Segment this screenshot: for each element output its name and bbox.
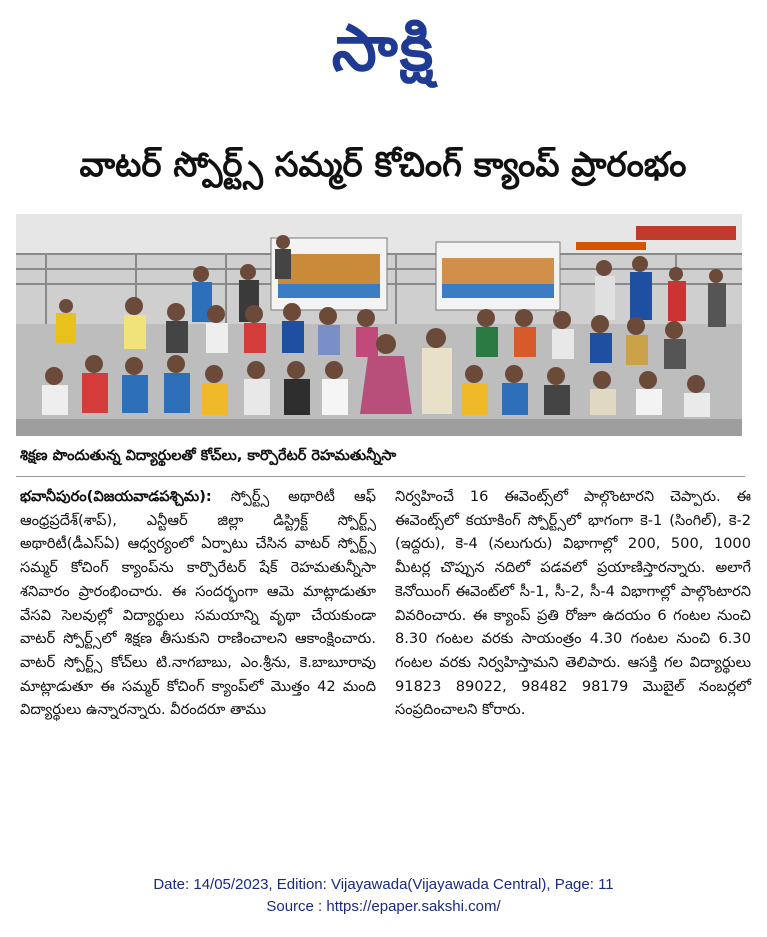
article-body-column-1	[20, 485, 376, 722]
article-photo	[16, 214, 742, 436]
source-line: Source : https://epaper.sakshi.com/	[266, 898, 501, 915]
article-dateline: భవానీపురం(విజయవాడపశ్చిమ):	[20, 488, 212, 505]
divider	[16, 476, 745, 477]
edition-line: Date: 14/05/2023, Edition: Vijayawada(Vijayawada Central), Page: 11	[153, 876, 614, 893]
article-body-column-2	[395, 485, 751, 722]
photo-caption: శిక్షణ పొందుతున్న విద్యార్థులతో కోచ్‌లు, కార్పొరేటర్ రెహమతున్నీసా	[20, 448, 397, 464]
article-headline: వాటర్ స్పోర్ట్స్ సమ్మర్ కోచింగ్ క్యాంప్ ప్రారంభం	[79, 145, 687, 185]
article-body-text-2: నిర్వహించే 16 ఈవెంట్స్‌లో పాల్గొంటారని చెప్పారు. ఈ ఈవెంట్స్‌లో కయాకింగ్ స్పోర్ట్స్‌లో భాగంగా కె-1 (సింగిల్), కె-2 (ఇద్దరు), కె-4 (నలుగురు) విభాగాల్లో 200, 500, 1000 మీటర్ల చొప్పున నదిలో పడవలో ప్రయాణిస్తారన్నారు. అలాగే కెనోయింగ్ ఈవెంట్‌లో సీ-1, సీ-2, సీ-4 విభాగాల్లో పాల్గొంటారని వివరించారు. ఈ క్యాంప్ ప్రతి రోజూ ఉదయం 6 గంటల నుంచి 8.30 గంటల వరకు సాయంత్రం 4.30 గంటల నుంచి 6.30 గంటల వరకు నిర్వహిస్తామని తెలిపారు. ఆసక్తి గల విద్యార్థులు 91823 89022, 98482 98179 మొబైల్ నంబర్లలో సంప్రదించాలని కోరారు.	[395, 488, 751, 719]
article-body-text-1: స్పోర్ట్స్ అథారిటీ ఆఫ్ ఆంధ్రప్రదేశ్(శాప్), ఎన్టీఆర్ జిల్లా డిస్ట్రిక్ట్ స్పోర్ట్స్ అథారిటీ(డీఎస్ఏ) ఆధ్వర్యంలో ఏర్పాటు చేసిన వాటర్ స్పోర్ట్స్ సమ్మర్ కోచింగ్ క్యాంప్‌ను కార్పొరేటర్ షేక్ రెహమతున్నీసా శనివారం ప్రారంభించారు. ఈ సందర్భంగా ఆమె మాట్లాడుతూ వేసవి సెలవుల్లో విద్యార్థులు సమయాన్ని వృథా చేయకుండా వాటర్ స్పోర్ట్స్‌లో శిక్షణ తీసుకుని రాణించాలని ఆకాంక్షించారు. వాటర్ స్పోర్ట్స్ కోచ్‌లు టి.నాగబాబు, ఎం.శ్రీను, కె.బాబూరావు మాట్లాడుతూ ఈ సమ్మర్ కోచింగ్ క్యాంప్‌లో మొత్తం 42 మంది విద్యార్థులు ఉన్నారన్నారు. వీరందరూ తాము	[20, 488, 376, 719]
newspaper-logo: సాక్షి	[331, 12, 436, 86]
